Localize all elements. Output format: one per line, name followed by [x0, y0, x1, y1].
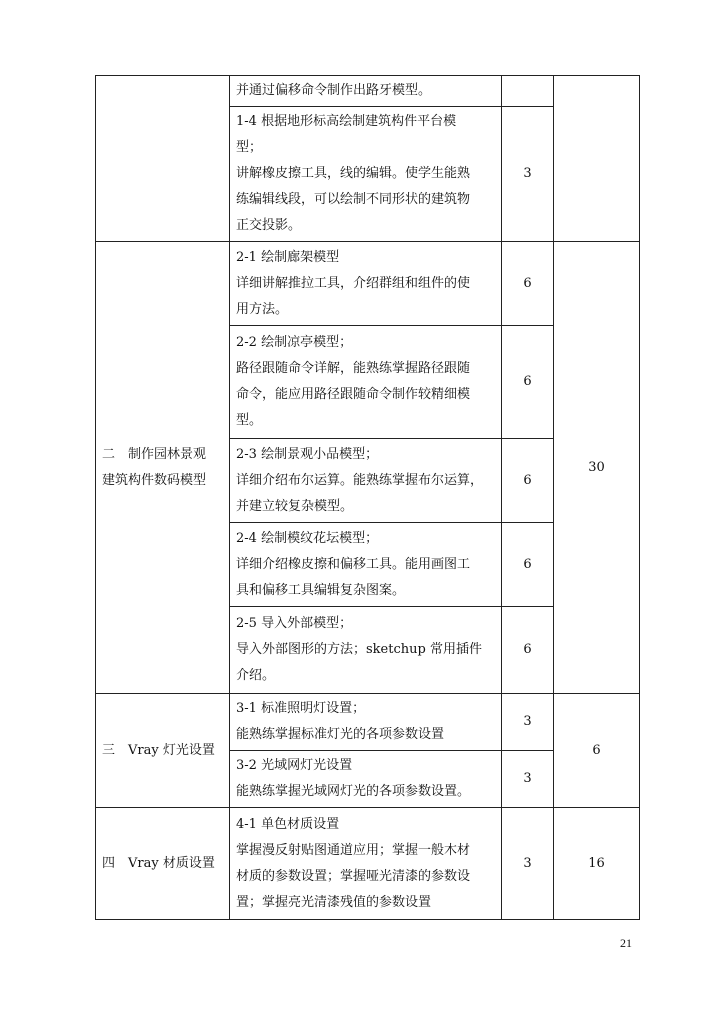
- total-cell-continued: [554, 76, 640, 242]
- content-line: 详细讲解推拉工具，介绍群组和组件的使: [236, 275, 471, 291]
- table-row: [96, 808, 640, 920]
- hours-cell: [502, 76, 554, 107]
- content-line: 4-1 单色材质设置: [236, 816, 340, 832]
- content-cell: [230, 751, 502, 808]
- module-cell: [96, 242, 230, 694]
- content-cell: [230, 694, 502, 751]
- table-row: [96, 76, 640, 107]
- total-cell: 30: [554, 242, 640, 694]
- content-cell: [230, 808, 502, 920]
- hours-cell: 6: [502, 523, 554, 607]
- hours-cell: 3: [502, 808, 554, 920]
- content-cell: [230, 607, 502, 694]
- content-line: 正交投影。: [236, 218, 302, 233]
- module-title-line: 二 制作园林景观: [102, 446, 207, 462]
- page-number: 21: [620, 936, 632, 950]
- content-cell: [230, 439, 502, 523]
- total-cell: 16: [554, 808, 640, 920]
- content-line: 2-1 绘制廊架模型: [236, 249, 340, 265]
- content-line: 2-5 导入外部模型；: [236, 616, 353, 631]
- content-line: 并通过偏移命令制作出路牙模型。: [236, 83, 432, 98]
- content-line: 材质的参数设置；掌握哑光清漆的参数设: [236, 868, 471, 884]
- content-cell: [230, 523, 502, 607]
- hours-cell: 3: [502, 107, 554, 242]
- content-line: 型。: [236, 413, 263, 428]
- content-line: 路径跟随命令详解，能熟练掌握路径跟随: [236, 361, 471, 376]
- content-line: 置；掌握亮光清漆残值的参数设置: [236, 894, 432, 910]
- content-line: 1-4 根据地形标高绘制建筑构件平台模: [236, 114, 457, 129]
- content-line: 2-3 绘制景观小品模型；: [236, 446, 379, 462]
- content-line: 2-2 绘制凉亭模型；: [236, 335, 353, 350]
- hours-cell: 3: [502, 694, 554, 751]
- table-row: [96, 694, 640, 751]
- hours-cell: 6: [502, 326, 554, 439]
- content-line: 3-2 光域网灯光设置: [236, 758, 353, 773]
- hours-cell: 3: [502, 751, 554, 808]
- content-line: 用方法。: [236, 301, 289, 317]
- content-line: 2-4 绘制模纹花坛模型；: [236, 530, 379, 546]
- content-line: 掌握漫反射贴图通道应用；掌握一般木材: [236, 842, 471, 858]
- module-title-line: 四 Vray 材质设置: [102, 855, 215, 871]
- hours-cell: 6: [502, 242, 554, 326]
- table-row: [96, 242, 640, 326]
- content-cell: [230, 242, 502, 326]
- content-line: 命令，能应用路径跟随命令制作较精细模: [236, 387, 471, 402]
- content-line: 详细介绍布尔运算。能熟练掌握布尔运算，: [236, 472, 484, 488]
- module-cell: [96, 694, 230, 808]
- content-cell: [230, 326, 502, 439]
- content-line: 型；: [236, 140, 263, 155]
- content-line: 能熟练掌握标准灯光的各项参数设置: [236, 727, 445, 742]
- content-cell: [230, 76, 502, 107]
- content-line: 3-1 标准照明灯设置；: [236, 701, 366, 716]
- hours-cell: 6: [502, 439, 554, 523]
- content-line: 详细介绍橡皮擦和偏移工具。能用画图工: [236, 556, 471, 572]
- content-line: 导入外部图形的方法；sketchup 常用插件: [236, 642, 482, 657]
- content-cell: [230, 107, 502, 242]
- hours-cell: 6: [502, 607, 554, 694]
- syllabus-table: [95, 75, 640, 920]
- content-line: 介绍。: [236, 668, 276, 683]
- module-title-line: 三 Vray 灯光设置: [102, 742, 215, 758]
- content-line: 具和偏移工具编辑复杂图案。: [236, 582, 406, 598]
- content-line: 能熟练掌握光域网灯光的各项参数设置。: [236, 784, 471, 799]
- module-title-line: 建筑构件数码模型: [102, 472, 207, 488]
- content-line: 讲解橡皮擦工具，线的编辑。使学生能熟: [236, 166, 471, 181]
- content-line: 练编辑线段，可以绘制不同形状的建筑物: [236, 192, 471, 207]
- module-cell-continued: [96, 76, 230, 242]
- total-cell: 6: [554, 694, 640, 808]
- module-cell: [96, 808, 230, 920]
- content-line: 并建立较复杂模型。: [236, 498, 354, 514]
